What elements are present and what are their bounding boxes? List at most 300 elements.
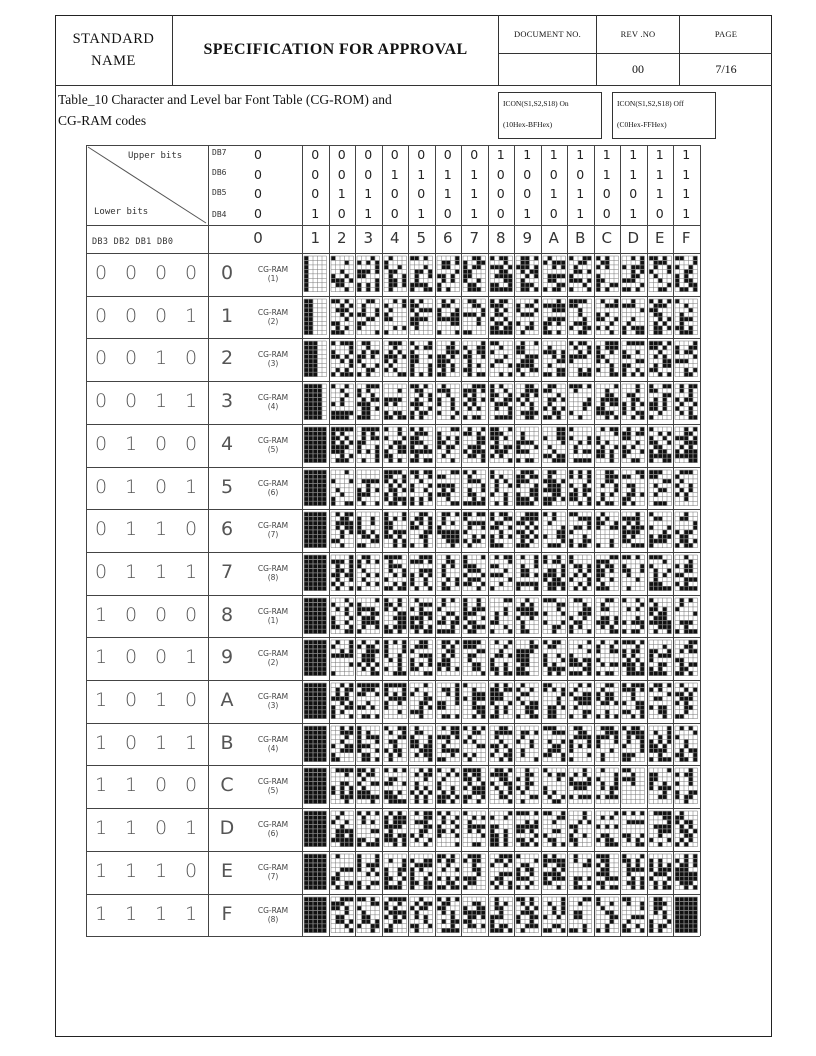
font-glyph-cell — [648, 853, 673, 893]
lower-bit-cell: 0 — [94, 390, 108, 413]
font-glyph-cell — [303, 810, 328, 850]
font-glyph-cell — [515, 597, 540, 637]
font-glyph-cell — [648, 426, 673, 466]
table-left-rule — [86, 145, 87, 936]
lower-bit-cell: 1 — [184, 304, 198, 327]
lower-bit-cell: 1 — [124, 432, 138, 455]
cgram-label — [244, 692, 302, 710]
font-glyph-cell — [542, 511, 567, 551]
font-glyph-cell — [330, 255, 355, 295]
font-glyph-cell — [568, 426, 593, 466]
font-glyph-cell — [409, 682, 434, 722]
font-glyph-cell — [515, 340, 540, 380]
font-glyph-cell — [436, 298, 461, 338]
standard-name-line1: STANDARD — [72, 31, 155, 47]
font-glyph-cell — [303, 639, 328, 679]
font-glyph-cell — [542, 896, 567, 936]
font-glyph-cell — [409, 383, 434, 423]
upper-bit-cell: 1 — [602, 166, 611, 182]
doc-no-value-cell — [499, 53, 597, 85]
upper-bit-cell: 1 — [682, 147, 691, 162]
cgram-label — [244, 649, 302, 667]
cgram-label-line1: CG-RAM — [257, 905, 289, 915]
font-glyph-cell — [462, 767, 487, 807]
font-glyph-cell — [595, 511, 620, 551]
table-row-rule — [86, 509, 700, 510]
row-hex-label: E — [220, 859, 233, 882]
font-glyph-cell — [356, 597, 381, 637]
font-glyph-cell — [436, 896, 461, 936]
font-glyph-cell — [330, 767, 355, 807]
upper-bit-cell: 1 — [682, 205, 691, 221]
table-title — [58, 89, 458, 131]
upper-bit-cell: 1 — [629, 166, 638, 182]
table-row-rule — [86, 894, 700, 895]
font-glyph-cell — [462, 298, 487, 338]
font-glyph-cell — [303, 896, 328, 936]
font-glyph-cell — [515, 896, 540, 936]
font-glyph-cell — [542, 426, 567, 466]
font-glyph-cell — [568, 255, 593, 295]
db-lower-label: DB3 DB2 DB1 DB0 — [92, 237, 174, 247]
lower-bit-cell: 0 — [184, 262, 198, 284]
upper-hex-label: 2 — [336, 229, 347, 247]
font-glyph-cell — [542, 340, 567, 380]
table-row-rule — [86, 765, 700, 766]
font-glyph-cell — [515, 853, 540, 893]
cgram-label — [244, 308, 302, 326]
font-glyph-cell — [568, 896, 593, 936]
upper-bit-cell: 0 — [364, 147, 373, 162]
font-glyph-cell — [383, 725, 408, 765]
lower-bit-cell: 1 — [184, 560, 198, 583]
font-glyph-cell — [409, 426, 434, 466]
font-glyph-cell — [515, 383, 540, 423]
lower-bit-cell: 0 — [184, 432, 198, 455]
table-right-rule — [700, 145, 701, 936]
font-glyph-cell — [409, 255, 434, 295]
table-row-rule — [86, 338, 700, 339]
font-glyph-cell — [595, 767, 620, 807]
cgram-label — [244, 906, 302, 924]
font-glyph-cell — [383, 896, 408, 936]
upper-bit-cell: 0 — [364, 166, 373, 182]
db5-label: DB5 — [212, 188, 227, 197]
font-glyph-cell — [330, 426, 355, 466]
cgram-label — [244, 820, 302, 838]
upper-hex-label: 3 — [363, 229, 374, 247]
font-glyph-cell — [303, 597, 328, 637]
page-value: 7/16 — [715, 61, 737, 76]
upper-hex-label: 6 — [442, 229, 453, 247]
font-glyph-cell — [621, 810, 646, 850]
cgram-label-line2: (4) — [267, 743, 279, 753]
font-glyph-cell — [436, 511, 461, 551]
cgram-label-line1: CG-RAM — [257, 307, 289, 317]
font-glyph-cell — [409, 597, 434, 637]
lower-bit-cell: 0 — [184, 774, 198, 797]
table-row-rule — [86, 296, 700, 297]
font-glyph-cell — [330, 597, 355, 637]
upper-bit-cell: 0 — [549, 166, 558, 182]
font-glyph-cell — [568, 767, 593, 807]
row-hex-label: 3 — [220, 390, 234, 413]
upper-bit-cell: 0 — [417, 147, 426, 162]
upper-bit-cell: 0 — [337, 147, 346, 162]
font-glyph-cell — [621, 554, 646, 594]
db7-label: DB7 — [212, 148, 227, 157]
cgram-label-line2: (8) — [267, 914, 279, 924]
upper-bit-cell: 0 — [390, 186, 399, 201]
font-glyph-cell — [648, 511, 673, 551]
font-glyph-cell — [409, 469, 434, 509]
lower-bit-cell: 1 — [124, 774, 138, 797]
lower-bit-cell: 0 — [184, 347, 198, 370]
upper-bit-cell: 1 — [523, 205, 532, 221]
font-glyph-cell — [648, 469, 673, 509]
font-glyph-cell — [356, 682, 381, 722]
icon-off-line2: (C0Hex-FFHex) — [617, 120, 667, 129]
page-label: PAGE — [714, 29, 738, 39]
font-glyph-cell — [595, 255, 620, 295]
lower-bit-cell: 1 — [124, 475, 138, 498]
upper-bit-cell: 0 — [254, 205, 262, 221]
upper-bit-cell: 1 — [655, 186, 664, 201]
font-glyph-cell — [409, 340, 434, 380]
font-glyph-cell — [621, 896, 646, 936]
lower-bit-cell: 1 — [154, 390, 168, 413]
font-glyph-cell — [330, 511, 355, 551]
cgram-label-line1: CG-RAM — [257, 265, 289, 274]
cgram-label-line2: (4) — [267, 402, 279, 412]
font-glyph-cell — [568, 340, 593, 380]
table-row-rule — [86, 808, 700, 809]
font-glyph-cell — [595, 383, 620, 423]
upper-bit-cell: 1 — [549, 147, 558, 162]
font-glyph-cell — [436, 426, 461, 466]
font-glyph-cell — [489, 469, 514, 509]
font-glyph-cell — [462, 511, 487, 551]
cgram-label-line1: CG-RAM — [257, 563, 289, 573]
font-glyph-cell — [648, 298, 673, 338]
font-glyph-cell — [648, 554, 673, 594]
table-row-rule — [86, 424, 700, 425]
lower-bit-cell: 0 — [154, 817, 168, 840]
cgram-label-line1: CG-RAM — [257, 435, 289, 445]
font-glyph-cell — [674, 853, 699, 893]
cgram-label-line1: CG-RAM — [257, 393, 289, 403]
upper-hex-label: 5 — [416, 229, 427, 247]
font-glyph-cell — [436, 810, 461, 850]
table-header-rule — [86, 225, 700, 226]
font-glyph-cell — [462, 340, 487, 380]
font-glyph-cell — [674, 255, 699, 295]
lower-bit-cell: 1 — [184, 731, 198, 754]
font-glyph-cell — [489, 255, 514, 295]
upper-bit-cell: 0 — [390, 205, 399, 221]
font-glyph-cell — [356, 298, 381, 338]
upper-bit-cell: 0 — [496, 205, 505, 221]
font-glyph-cell — [621, 426, 646, 466]
upper-hex-label: 7 — [469, 229, 480, 247]
font-glyph-cell — [489, 597, 514, 637]
cgram-label — [244, 479, 302, 497]
lower-bit-cell: 0 — [184, 689, 198, 711]
lower-bit-cell: 1 — [124, 902, 138, 925]
font-glyph-cell — [383, 298, 408, 338]
lower-bit-cell: 0 — [184, 859, 198, 882]
font-glyph-cell — [674, 511, 699, 551]
font-glyph-cell — [409, 896, 434, 936]
font-glyph-cell — [595, 853, 620, 893]
lower-bit-cell: 1 — [94, 731, 108, 754]
upper-bit-cell: 0 — [496, 166, 505, 182]
cgram-label-line1: CG-RAM — [257, 862, 289, 872]
font-glyph-cell — [303, 554, 328, 594]
font-glyph-cell — [383, 383, 408, 423]
font-glyph-cell — [303, 853, 328, 893]
upper-bit-cell: 0 — [311, 186, 320, 201]
font-glyph-cell — [621, 853, 646, 893]
lower-bit-cell: 0 — [154, 432, 168, 455]
font-glyph-cell — [383, 511, 408, 551]
cgram-label-line2: (8) — [267, 572, 279, 582]
cgram-label-line2: (2) — [267, 658, 279, 668]
row-hex-label: B — [220, 731, 234, 754]
row-hex-label: 6 — [220, 518, 234, 541]
row-hex-label: C — [220, 774, 234, 797]
font-glyph-cell — [674, 554, 699, 594]
row-hex-label: 1 — [220, 304, 234, 327]
document-header — [55, 15, 772, 85]
cgram-label-line2: (1) — [267, 615, 279, 625]
font-glyph-cell — [356, 255, 381, 295]
upper-bit-cell: 1 — [443, 186, 452, 201]
font-glyph-cell — [462, 725, 487, 765]
upper-bit-cell: 0 — [523, 186, 532, 201]
upper-bit-cell: 0 — [337, 205, 346, 221]
lower-bit-cell: 1 — [154, 859, 168, 882]
cgram-label-line2: (3) — [267, 359, 279, 369]
row-hex-label: 8 — [220, 603, 234, 626]
upper-hex-label: C — [601, 229, 612, 247]
lower-bit-cell: 0 — [124, 347, 138, 370]
upper-bit-cell: 1 — [470, 166, 479, 182]
upper-hex-label: B — [575, 229, 586, 247]
cgram-label — [244, 564, 302, 582]
lower-bit-cell: 1 — [124, 817, 138, 840]
font-glyph-cell — [330, 682, 355, 722]
font-glyph-cell — [330, 853, 355, 893]
lower-bit-cell: 1 — [124, 518, 138, 541]
font-glyph-cell — [542, 383, 567, 423]
font-glyph-cell — [648, 383, 673, 423]
font-glyph-cell — [542, 597, 567, 637]
lower-bit-cell: 0 — [94, 475, 108, 498]
font-glyph-cell — [568, 511, 593, 551]
table-top-rule — [86, 145, 700, 146]
table-hex-rule — [86, 253, 700, 254]
upper-bit-cell: 1 — [576, 205, 585, 221]
cgram-label-line1: CG-RAM — [257, 606, 289, 616]
upper-bit-cell: 1 — [364, 186, 373, 201]
font-glyph-cell — [515, 682, 540, 722]
font-glyph-cell — [542, 725, 567, 765]
lower-bit-cell: 0 — [94, 347, 108, 370]
header-divider — [499, 53, 772, 54]
font-glyph-cell — [462, 426, 487, 466]
cgram-label-line1: CG-RAM — [257, 692, 289, 701]
font-glyph-cell — [356, 383, 381, 423]
font-glyph-cell — [330, 383, 355, 423]
upper-bit-cell: 1 — [470, 205, 479, 221]
font-glyph-cell — [568, 725, 593, 765]
cgram-label — [244, 863, 302, 881]
font-glyph-cell — [621, 383, 646, 423]
table-row-rule — [86, 467, 700, 468]
table-row-rule — [86, 851, 700, 852]
font-glyph-cell — [383, 426, 408, 466]
font-glyph-cell — [356, 554, 381, 594]
font-glyph-cell — [330, 554, 355, 594]
font-glyph-cell — [595, 554, 620, 594]
lower-bit-cell: 0 — [124, 262, 138, 284]
standard-name-cell — [55, 15, 173, 85]
cgram-label-line2: (7) — [267, 871, 279, 881]
lower-bit-cell: 1 — [184, 902, 198, 925]
upper-bit-cell: 1 — [629, 147, 638, 162]
lower-bit-cell: 0 — [94, 518, 108, 541]
upper-bit-cell: 1 — [655, 147, 664, 162]
cgram-label — [244, 777, 302, 795]
font-glyph-cell — [436, 597, 461, 637]
upper-bit-cell: 0 — [311, 147, 320, 162]
lower-bit-cell: 0 — [124, 646, 138, 669]
font-glyph-cell — [383, 554, 408, 594]
font-glyph-cell — [383, 767, 408, 807]
upper-bit-cell: 1 — [629, 205, 638, 221]
lower-bit-cell: 1 — [124, 859, 138, 882]
lower-bit-cell: 0 — [154, 262, 168, 284]
font-glyph-cell — [409, 725, 434, 765]
rev-no-value: 00 — [632, 61, 644, 76]
font-glyph-cell — [330, 639, 355, 679]
lower-bit-cell: 1 — [184, 475, 198, 498]
font-glyph-cell — [489, 426, 514, 466]
font-glyph-cell — [436, 469, 461, 509]
rev-no-value-cell — [597, 53, 680, 85]
lower-bit-cell: 0 — [124, 304, 138, 327]
font-glyph-cell — [542, 639, 567, 679]
upper-bit-cell: 0 — [337, 166, 346, 182]
cgram-label-line2: (6) — [267, 829, 279, 839]
icon-on-line2: (10Hex-BFHex) — [503, 120, 553, 129]
row-hex-label: 9 — [220, 646, 234, 669]
font-glyph-cell — [568, 469, 593, 509]
upper-bit-cell: 0 — [655, 205, 664, 221]
font-glyph-cell — [330, 810, 355, 850]
font-glyph-cell — [436, 853, 461, 893]
font-glyph-cell — [568, 554, 593, 594]
cgram-label-line2: (7) — [267, 530, 279, 540]
rev-no-label: REV .NO — [620, 29, 656, 39]
cgram-label-line2: (6) — [267, 487, 279, 497]
font-glyph-cell — [303, 511, 328, 551]
font-glyph-cell — [409, 639, 434, 679]
font-glyph-cell — [303, 682, 328, 722]
upper-bit-cell: 0 — [470, 147, 479, 162]
font-glyph-cell — [515, 639, 540, 679]
lower-bit-cell: 1 — [94, 689, 108, 711]
upper-bit-cell: 1 — [364, 205, 373, 221]
font-glyph-cell — [568, 682, 593, 722]
page-label-cell — [680, 15, 772, 53]
font-glyph-cell — [409, 511, 434, 551]
font-glyph-cell — [303, 255, 328, 295]
font-glyph-cell — [436, 725, 461, 765]
upper-hex-label: 9 — [522, 229, 533, 247]
font-glyph-cell — [383, 597, 408, 637]
font-glyph-cell — [621, 340, 646, 380]
lower-bit-cell: 0 — [154, 475, 168, 498]
font-glyph-cell — [462, 554, 487, 594]
font-glyph-cell — [595, 725, 620, 765]
font-glyph-cell — [648, 725, 673, 765]
lower-bit-cell: 1 — [154, 902, 168, 925]
font-glyph-cell — [515, 725, 540, 765]
font-glyph-cell — [648, 639, 673, 679]
lower-bit-cell: 1 — [94, 859, 108, 882]
lower-bit-cell: 1 — [184, 817, 198, 840]
font-glyph-cell — [489, 810, 514, 850]
font-glyph-cell — [595, 298, 620, 338]
lower-bit-cell: 1 — [94, 817, 108, 840]
font-glyph-cell — [462, 682, 487, 722]
cgram-label-line2: (5) — [267, 786, 279, 796]
font-glyph-cell — [383, 682, 408, 722]
font-glyph-cell — [595, 682, 620, 722]
cgram-label — [244, 393, 302, 411]
font-glyph-cell — [542, 554, 567, 594]
font-glyph-cell — [621, 511, 646, 551]
upper-hex-label: 0 — [253, 229, 263, 247]
font-glyph-cell — [648, 767, 673, 807]
font-glyph-cell — [648, 255, 673, 295]
upper-hex-label: 8 — [495, 229, 506, 247]
font-glyph-cell — [436, 383, 461, 423]
font-glyph-cell — [436, 554, 461, 594]
character-font-table — [86, 145, 726, 943]
font-glyph-cell — [489, 639, 514, 679]
font-glyph-cell — [489, 896, 514, 936]
font-glyph-cell — [595, 469, 620, 509]
cgram-label-line2: (1) — [267, 274, 279, 283]
font-glyph-cell — [356, 810, 381, 850]
font-glyph-cell — [515, 469, 540, 509]
font-glyph-cell — [621, 298, 646, 338]
font-glyph-cell — [515, 554, 540, 594]
font-glyph-cell — [303, 426, 328, 466]
upper-bit-cell: 1 — [576, 147, 585, 162]
upper-hex-label: A — [548, 229, 559, 247]
font-glyph-cell — [621, 725, 646, 765]
font-glyph-cell — [436, 340, 461, 380]
lower-bit-cell: 1 — [154, 689, 168, 711]
font-glyph-cell — [356, 469, 381, 509]
row-hex-label: 5 — [220, 475, 234, 498]
font-glyph-cell — [595, 896, 620, 936]
font-glyph-cell — [489, 298, 514, 338]
